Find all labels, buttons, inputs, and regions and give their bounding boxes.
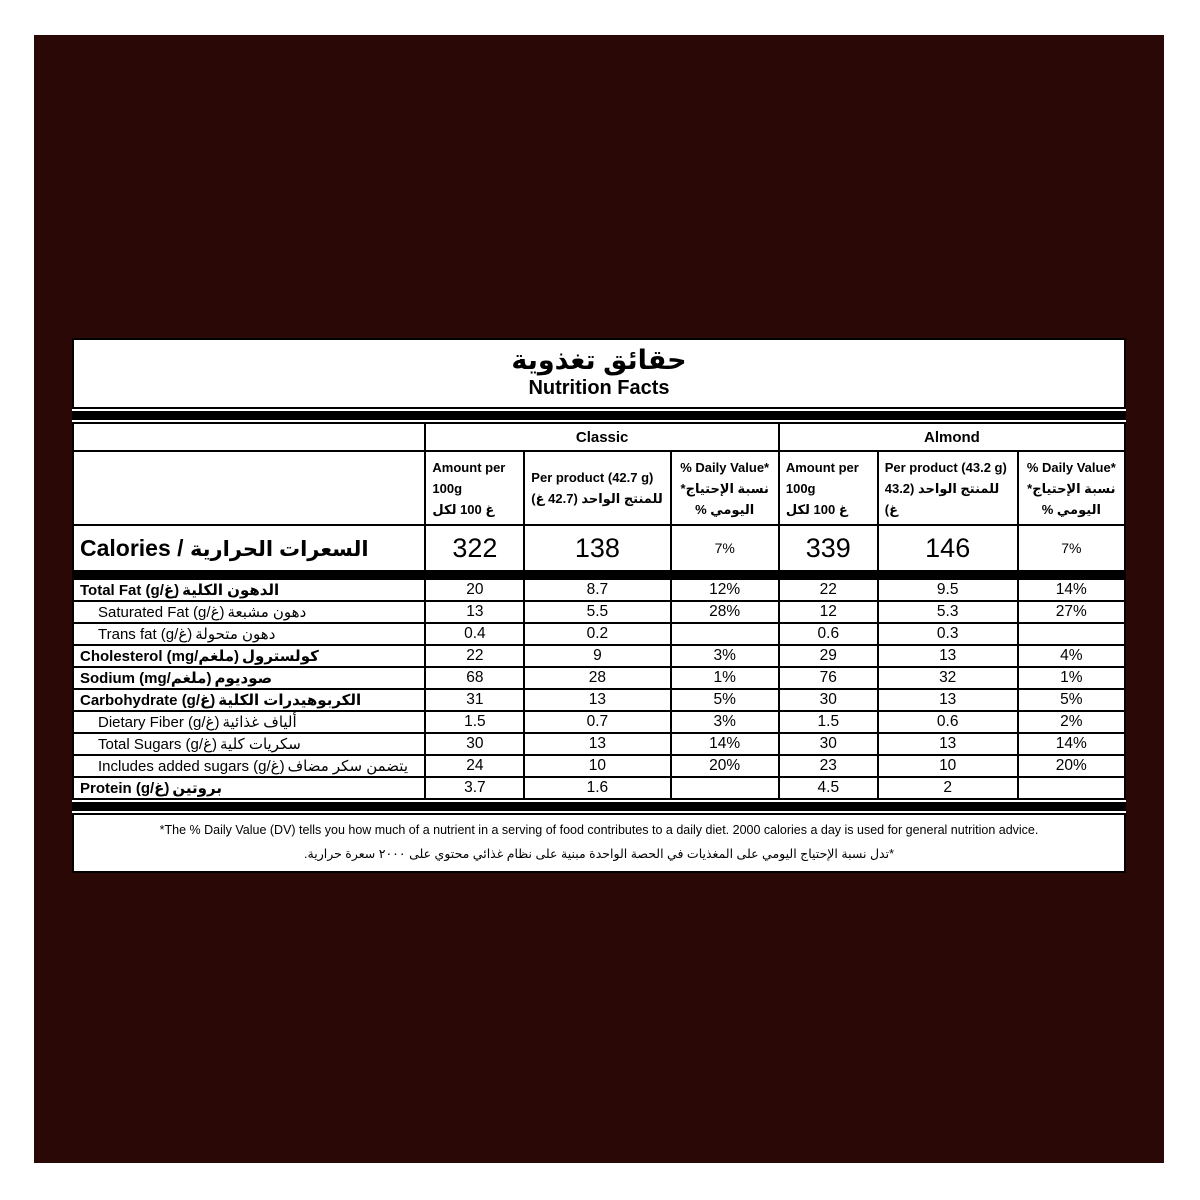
value-cell: 13 xyxy=(425,601,524,623)
dv-cell: 20% xyxy=(1018,755,1125,777)
value-cell: 4.5 xyxy=(779,777,878,799)
value-cell: 13 xyxy=(878,645,1018,667)
row-label-ar: كولسترول xyxy=(242,648,319,666)
per-product-line2-ar: للمنتج الواحد (42.7 غ) xyxy=(531,491,663,507)
value-cell: 8.7 xyxy=(524,579,670,601)
row-label xyxy=(73,755,425,777)
daily-value-line1: % Daily Value* xyxy=(680,459,770,475)
value-cell: 22 xyxy=(425,645,524,667)
row-label-en: Carbohydrate (g/غ) xyxy=(80,692,216,710)
value-cell: 29 xyxy=(779,645,878,667)
value-cell: 3.7 xyxy=(425,777,524,799)
row-label xyxy=(73,733,425,755)
value-cell: 5.5 xyxy=(524,601,670,623)
row-label-ar: ألياف غذائية xyxy=(222,714,297,732)
value-cell: 22 xyxy=(779,579,878,601)
title-box xyxy=(72,338,1126,409)
column-header-row xyxy=(73,451,1125,525)
row-saturated-fat xyxy=(73,601,1125,623)
variant-classic-header: Classic xyxy=(425,423,778,451)
value-cell: 32 xyxy=(878,667,1018,689)
row-label-en: Total Fat (g/غ) xyxy=(80,582,180,600)
daily-value-line2-ar: نسبة الإحتياج* xyxy=(680,480,769,496)
footnote-box xyxy=(72,813,1126,873)
calories-row xyxy=(73,525,1125,571)
value-cell: 138 xyxy=(524,525,670,571)
amount-header-line2: 100g xyxy=(432,480,463,496)
blank-corner-cell xyxy=(73,423,425,451)
row-label xyxy=(73,777,425,799)
row-label-en: Trans fat (g/غ) xyxy=(98,626,193,644)
dv-cell xyxy=(1018,623,1125,645)
calories-label xyxy=(73,525,425,571)
value-cell: 322 xyxy=(425,525,524,571)
value-cell: 0.6 xyxy=(779,623,878,645)
value-cell: 339 xyxy=(779,525,878,571)
daily-value-line3: % اليومي xyxy=(1041,501,1101,517)
value-cell: 146 xyxy=(878,525,1018,571)
value-cell: 13 xyxy=(878,689,1018,711)
daily-value-line1: % Daily Value* xyxy=(1026,459,1116,475)
row-label-en: Protein (g/غ) xyxy=(80,780,170,798)
calories-label-en: Calories / xyxy=(80,534,184,561)
row-dietary-fiber xyxy=(73,711,1125,733)
value-cell: 30 xyxy=(779,689,878,711)
footnote-english: *The % Daily Value (DV) tells you how much of a nutrient in a serving of food contributes to a daily diet. 2000 calories a day is used for general nutrition advice. xyxy=(159,823,1039,838)
dv-cell: 3% xyxy=(671,645,779,667)
classic-daily-value-header xyxy=(671,451,779,525)
row-label xyxy=(73,689,425,711)
nutrition-facts-label xyxy=(72,338,1126,873)
title-arabic: حقائق تغذوية xyxy=(511,345,687,375)
title-english: Nutrition Facts xyxy=(528,377,670,400)
value-cell: 28 xyxy=(524,667,670,689)
almond-per-product-header xyxy=(878,451,1018,525)
dv-cell: 1% xyxy=(671,667,779,689)
row-label xyxy=(73,601,425,623)
dv-cell: 14% xyxy=(671,733,779,755)
row-label-ar: دهون مشبعة xyxy=(227,604,307,622)
row-label-en: Saturated Fat (g/غ) xyxy=(98,604,225,622)
row-label-ar: بروتين xyxy=(172,780,222,798)
value-cell: 23 xyxy=(779,755,878,777)
row-carbohydrate xyxy=(73,689,1125,711)
thick-divider-mid-cell xyxy=(73,571,1125,579)
value-cell: 68 xyxy=(425,667,524,689)
classic-per-product-header xyxy=(524,451,670,525)
row-label-en: Dietary Fiber (g/غ) xyxy=(98,714,220,732)
per-product-line2-ar: للمنتج الواحد (43.2 غ) xyxy=(884,480,1000,517)
daily-value-line3: % اليومي xyxy=(695,501,755,517)
variant-almond-header: Almond xyxy=(779,423,1125,451)
dv-cell: 3% xyxy=(671,711,779,733)
almond-amount-header xyxy=(779,451,878,525)
thick-divider-top xyxy=(72,411,1126,420)
row-label-ar: الدهون الكلية xyxy=(182,582,280,600)
dv-cell: 4% xyxy=(1018,645,1125,667)
amount-header-line2: 100g xyxy=(785,480,816,496)
value-cell: 5.3 xyxy=(878,601,1018,623)
thick-divider-bottom xyxy=(72,802,1126,811)
value-cell: 1.5 xyxy=(779,711,878,733)
value-cell: 1.6 xyxy=(524,777,670,799)
value-cell: 2 xyxy=(878,777,1018,799)
row-label-ar: يتضمن سكر مضاف xyxy=(287,758,409,776)
almond-daily-value-header xyxy=(1018,451,1125,525)
dv-cell: 14% xyxy=(1018,733,1125,755)
dv-cell: 27% xyxy=(1018,601,1125,623)
value-cell: 10 xyxy=(878,755,1018,777)
row-label-en: Total Sugars (g/غ) xyxy=(98,736,218,754)
dv-cell: 14% xyxy=(1018,579,1125,601)
amount-header-line3-ar: لكل ‎100‎ غ xyxy=(432,501,495,517)
row-label-en: Includes added sugars (g/غ) xyxy=(98,758,285,776)
dv-cell: 7% xyxy=(671,525,779,571)
row-trans-fat xyxy=(73,623,1125,645)
row-label-ar: دهون متحولة xyxy=(195,626,276,644)
dv-cell: 20% xyxy=(671,755,779,777)
value-cell: 9.5 xyxy=(878,579,1018,601)
dv-cell: 5% xyxy=(671,689,779,711)
row-label xyxy=(73,623,425,645)
value-cell: 0.6 xyxy=(878,711,1018,733)
value-cell: 20 xyxy=(425,579,524,601)
row-label xyxy=(73,579,425,601)
per-product-line1: Per product (43.2 g) xyxy=(884,459,1007,475)
value-cell: 0.4 xyxy=(425,623,524,645)
blank-corner-cell xyxy=(73,451,425,525)
value-cell: 12 xyxy=(779,601,878,623)
value-cell: 13 xyxy=(524,689,670,711)
dv-cell: 7% xyxy=(1018,525,1125,571)
value-cell: 13 xyxy=(878,733,1018,755)
calories-label-ar: السعرات الحرارية xyxy=(189,537,369,561)
dv-cell: 1% xyxy=(1018,667,1125,689)
row-label-en: Sodium (mg/ملغم) xyxy=(80,670,212,688)
dv-cell xyxy=(671,777,779,799)
dv-cell: 2% xyxy=(1018,711,1125,733)
value-cell: 0.3 xyxy=(878,623,1018,645)
value-cell: 76 xyxy=(779,667,878,689)
value-cell: 9 xyxy=(524,645,670,667)
row-label xyxy=(73,667,425,689)
per-product-line1: Per product (42.7 g) xyxy=(531,470,654,486)
value-cell: 31 xyxy=(425,689,524,711)
amount-header-line3-ar: لكل ‎100‎ غ xyxy=(785,501,848,517)
thick-divider-mid xyxy=(73,571,1125,579)
amount-header-line1: Amount per xyxy=(432,459,506,475)
row-label-ar: سكريات كلية xyxy=(220,736,301,754)
row-added-sugars xyxy=(73,755,1125,777)
value-cell: 0.2 xyxy=(524,623,670,645)
row-cholesterol xyxy=(73,645,1125,667)
dv-cell: 12% xyxy=(671,579,779,601)
value-cell: 1.5 xyxy=(425,711,524,733)
dv-cell xyxy=(1018,777,1125,799)
amount-header-line1: Amount per xyxy=(785,459,859,475)
nutrition-table xyxy=(72,422,1126,800)
dv-cell: 28% xyxy=(671,601,779,623)
daily-value-line2-ar: نسبة الإحتياج* xyxy=(1027,480,1116,496)
row-total-fat xyxy=(73,579,1125,601)
value-cell: 30 xyxy=(779,733,878,755)
value-cell: 30 xyxy=(425,733,524,755)
footnote-arabic: *تدل نسبة الإحتياج اليومي على المغذيات في الحصة الواحدة مبنية على نظام غذائي محتوي على ٢٠٠٠ سعرة حرارية. xyxy=(304,846,894,861)
row-label xyxy=(73,711,425,733)
dv-cell xyxy=(671,623,779,645)
classic-amount-header xyxy=(425,451,524,525)
row-sodium xyxy=(73,667,1125,689)
row-label-ar: صوديوم xyxy=(214,670,273,688)
row-label xyxy=(73,645,425,667)
variant-header-row xyxy=(73,423,1125,451)
row-label-ar: الكربوهيدرات الكلية xyxy=(218,692,362,710)
dv-cell: 5% xyxy=(1018,689,1125,711)
row-label-en: Cholesterol (mg/ملغم) xyxy=(80,648,239,666)
row-total-sugars xyxy=(73,733,1125,755)
value-cell: 24 xyxy=(425,755,524,777)
value-cell: 13 xyxy=(524,733,670,755)
value-cell: 10 xyxy=(524,755,670,777)
value-cell: 0.7 xyxy=(524,711,670,733)
row-protein xyxy=(73,777,1125,799)
